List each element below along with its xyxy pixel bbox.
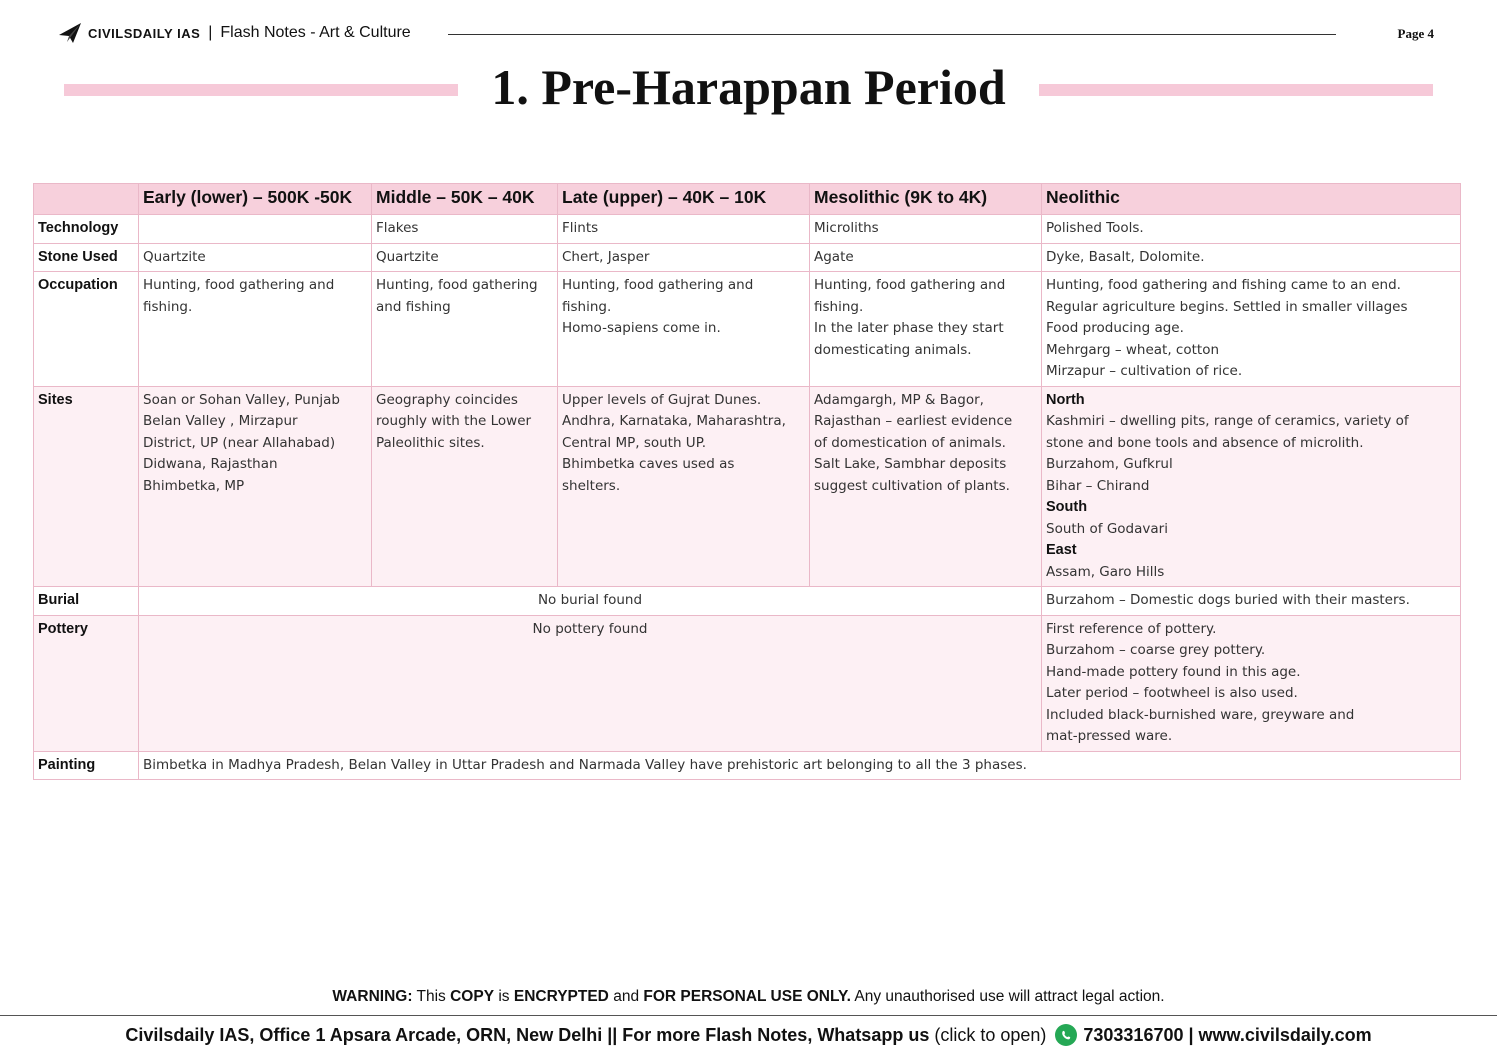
table-cell: Microliths [810, 215, 1042, 244]
row-label: Burial [34, 587, 139, 616]
row-label: Technology [34, 215, 139, 244]
footer-address: Civilsdaily IAS, Office 1 Apsara Arcade, ORN, New Delhi [125, 1025, 603, 1045]
table-row [34, 751, 1461, 780]
table-cell: Hunting, food gathering and fishing. In the later phase they start domesticating animals. [810, 272, 1042, 387]
table-cell: Bimbetka in Madhya Pradesh, Belan Valley in Uttar Pradesh and Narmada Valley have prehistoric art belonging to all the 3 phases. [139, 751, 1461, 780]
table-cell: Hunting, food gathering and fishing came to an end. Regular agriculture begins. Settled in smaller villages Food producing age. Mehrgarg – wheat, cotton Mirzapur – cultivation of rice. [1042, 272, 1461, 387]
table-cell: Agate [810, 243, 1042, 272]
table-cell: Dyke, Basalt, Dolomite. [1042, 243, 1461, 272]
table-cell [139, 215, 372, 244]
website-link[interactable]: www.civilsdaily.com [1198, 1025, 1372, 1045]
page-title: 1. Pre-Harappan Period [491, 59, 1006, 115]
logo [58, 22, 411, 44]
page-number: Page 4 [1397, 26, 1434, 41]
table-cell: Chert, Jasper [558, 243, 810, 272]
whatsapp-icon[interactable] [1055, 1024, 1077, 1046]
column-header [34, 184, 139, 215]
table-cell: Flakes [372, 215, 558, 244]
paper-plane-icon [58, 22, 82, 44]
column-header: Mesolithic (9K to 4K) [810, 184, 1042, 215]
table-cell: Hunting, food gathering and fishing [372, 272, 558, 387]
column-header: Early (lower) – 500K -50K [139, 184, 372, 215]
row-label: Stone Used [34, 243, 139, 272]
whatsapp-link[interactable]: For more Flash Notes, Whatsapp us [622, 1025, 930, 1045]
row-label: Occupation [34, 272, 139, 387]
period-table [33, 183, 1461, 780]
region-heading: North [1046, 391, 1085, 408]
column-header: Neolithic [1042, 184, 1461, 215]
table-row [34, 272, 1461, 387]
copyright-warning: WARNING: This COPY is ENCRYPTED and FOR PERSONAL USE ONLY. Any unauthorised use will attract legal action. [332, 988, 1165, 1005]
table-cell: Polished Tools. [1042, 215, 1461, 244]
table-cell: No burial found [139, 587, 1042, 616]
table-cell: Upper levels of Gujrat Dunes. Andhra, Karnataka, Maharashtra, Central MP, south UP. Bhimbetka caves used as shelters. [558, 386, 810, 587]
table-cell: First reference of pottery. Burzahom – coarse grey pottery. Hand-made pottery found in this age. Later period – footwheel is also used. Included black-burnished ware, greyware and mat-pressed ware. [1042, 615, 1461, 751]
table-row [34, 243, 1461, 272]
phone-number[interactable]: 7303316700 [1083, 1025, 1184, 1045]
document-title: Flash Notes - Art & Culture [220, 24, 411, 41]
title-row [64, 58, 1433, 118]
table-cell: Quartzite [139, 243, 372, 272]
row-label: Pottery [34, 615, 139, 751]
table-row [34, 615, 1461, 751]
table-cell: Soan or Sohan Valley, Punjab Belan Valley , Mirzapur District, UP (near Allahabad) Didwana, Rajasthan Bhimbetka, MP [139, 386, 372, 587]
page-footer: Civilsdaily IAS, Office 1 Apsara Arcade, ORN, New Delhi || For more Flash Notes, Whatsapp us (click to open) 7303316700 | www.civilsdaily.com [125, 1025, 1372, 1045]
table-cell: Geography coincides roughly with the Lower Paleolithic sites. [372, 386, 558, 587]
column-header: Middle – 50K – 40K [372, 184, 558, 215]
table-cell: No pottery found [139, 615, 1042, 751]
table-cell: Quartzite [372, 243, 558, 272]
table-header-row [34, 184, 1461, 215]
header-separator: | [208, 24, 213, 41]
region-heading: South [1046, 499, 1088, 515]
table-cell: Burzahom – Domestic dogs buried with their masters. [1042, 587, 1461, 616]
table-cell: North Kashmiri – dwelling pits, range of ceramics, variety of stone and bone tools and absence of microlith. Burzahom, Gufkrul Bihar – Chirand South South of Godavari East Assam, Garo Hills [1042, 386, 1461, 587]
table-cell: Adamgargh, MP & Bagor, Rajasthan – earliest evidence of domestication of animals. Salt Lake, Sambhar deposits suggest cultivation of plants. [810, 386, 1042, 587]
row-label: Sites [34, 386, 139, 587]
table-cell: Hunting, food gathering and fishing. Homo-sapiens come in. [558, 272, 810, 387]
header-rule [448, 34, 1336, 35]
region-heading: East [1046, 542, 1077, 558]
table-row [34, 587, 1461, 616]
page-header [58, 18, 1438, 50]
table-cell: Hunting, food gathering and fishing. [139, 272, 372, 387]
column-header: Late (upper) – 40K – 10K [558, 184, 810, 215]
table-row [34, 386, 1461, 587]
row-label: Painting [34, 751, 139, 780]
table-row [34, 215, 1461, 244]
brand-name: CIVILSDAILY IAS [88, 25, 201, 41]
footer-rule [0, 1015, 1497, 1016]
table-cell: Flints [558, 215, 810, 244]
